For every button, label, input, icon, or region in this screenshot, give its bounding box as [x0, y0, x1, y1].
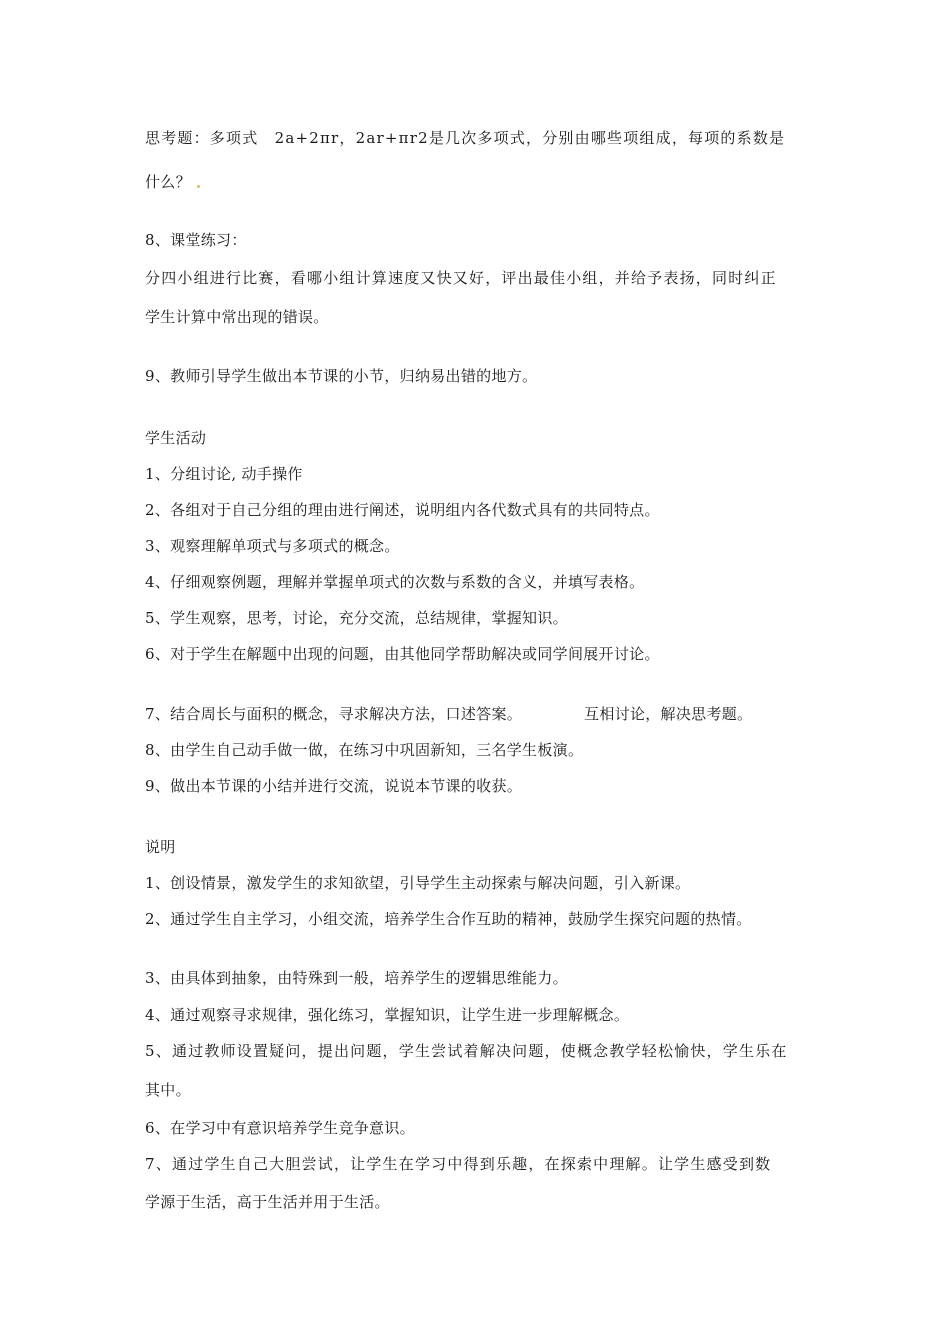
notes-heading: 说明 — [145, 838, 176, 856]
student-activity-heading: 学生活动 — [145, 429, 207, 447]
practice-line-2: 学生计算中常出现的错误。 — [145, 308, 329, 326]
notes-item-3: 3、由具体到抽象，由特殊到一般，培养学生的逻辑思维能力。 — [145, 969, 568, 987]
student-activity-item-1: 1、分组讨论, 动手操作 — [145, 465, 303, 483]
notes-item-7-line-1: 7、通过学生自己大胆尝试，让学生在学习中得到乐趣，在探索中理解。让学生感受到数 — [145, 1155, 772, 1173]
practice-heading: 8、课堂练习： — [145, 231, 247, 249]
notes-item-5-line-1: 5、通过教师设置疑问，提出问题，学生尝试着解决问题，使概念教学轻松愉快，学生乐在 — [145, 1042, 788, 1060]
student-activity-item-3: 3、观察理解单项式与多项式的概念。 — [145, 537, 400, 555]
summary-line: 9、教师引导学生做出本节课的小节，归纳易出错的地方。 — [145, 367, 538, 385]
student-activity-item-9: 9、做出本节课的小结并进行交流，说说本节课的收获。 — [145, 777, 523, 795]
student-activity-item-5: 5、学生观察，思考，讨论，充分交流，总结规律，掌握知识。 — [145, 609, 568, 627]
student-activity-item-7-b: 互相讨论，解决思考题。 — [584, 705, 753, 723]
student-activity-item-4: 4、仔细观察例题，理解并掌握单项式的次数与系数的含义，并填写表格。 — [145, 573, 645, 591]
notes-item-2: 2、通过学生自主学习，小组交流，培养学生合作互助的精神，鼓励学生探究问题的热情。 — [145, 910, 752, 928]
student-activity-item-2: 2、各组对于自己分组的理由进行阐述，说明组内各代数式具有的共同特点。 — [145, 501, 660, 519]
notes-item-4: 4、通过观察寻求规律，强化练习，掌握知识，让学生进一步理解概念。 — [145, 1006, 630, 1024]
practice-line-1: 分四小组进行比赛，看哪小组计算速度又快又好，评出最佳小组，并给予表扬，同时纠正 — [145, 269, 777, 287]
student-activity-item-7-a: 7、结合周长与面积的概念，寻求解决方法，口述答案。 — [145, 705, 523, 723]
student-activity-item-8: 8、由学生自己动手做一做，在练习中巩固新知，三名学生板演。 — [145, 741, 584, 759]
student-activity-item-6: 6、对于学生在解题中出现的问题，由其他同学帮助解决或同学间展开讨论。 — [145, 645, 660, 663]
thinking-question-text: 什么？ — [145, 173, 191, 191]
mark-dot-icon — [197, 185, 200, 188]
notes-item-6: 6、在学习中有意识培养学生竞争意识。 — [145, 1119, 415, 1137]
notes-item-7-line-2: 学源于生活，高于生活并用于生活。 — [145, 1193, 390, 1211]
thinking-question-line-2 — [145, 172, 201, 192]
notes-item-5-line-2: 其中。 — [145, 1081, 191, 1099]
thinking-question-line-1: 思考题：多项式 2a+2πr，2ar+πr2是几次多项式，分别由哪些项组成，每项的系数是 — [145, 129, 786, 147]
notes-item-1: 1、创设情景，激发学生的求知欲望，引导学生主动探索与解决问题，引入新课。 — [145, 874, 691, 892]
student-activity-item-7 — [145, 704, 752, 724]
